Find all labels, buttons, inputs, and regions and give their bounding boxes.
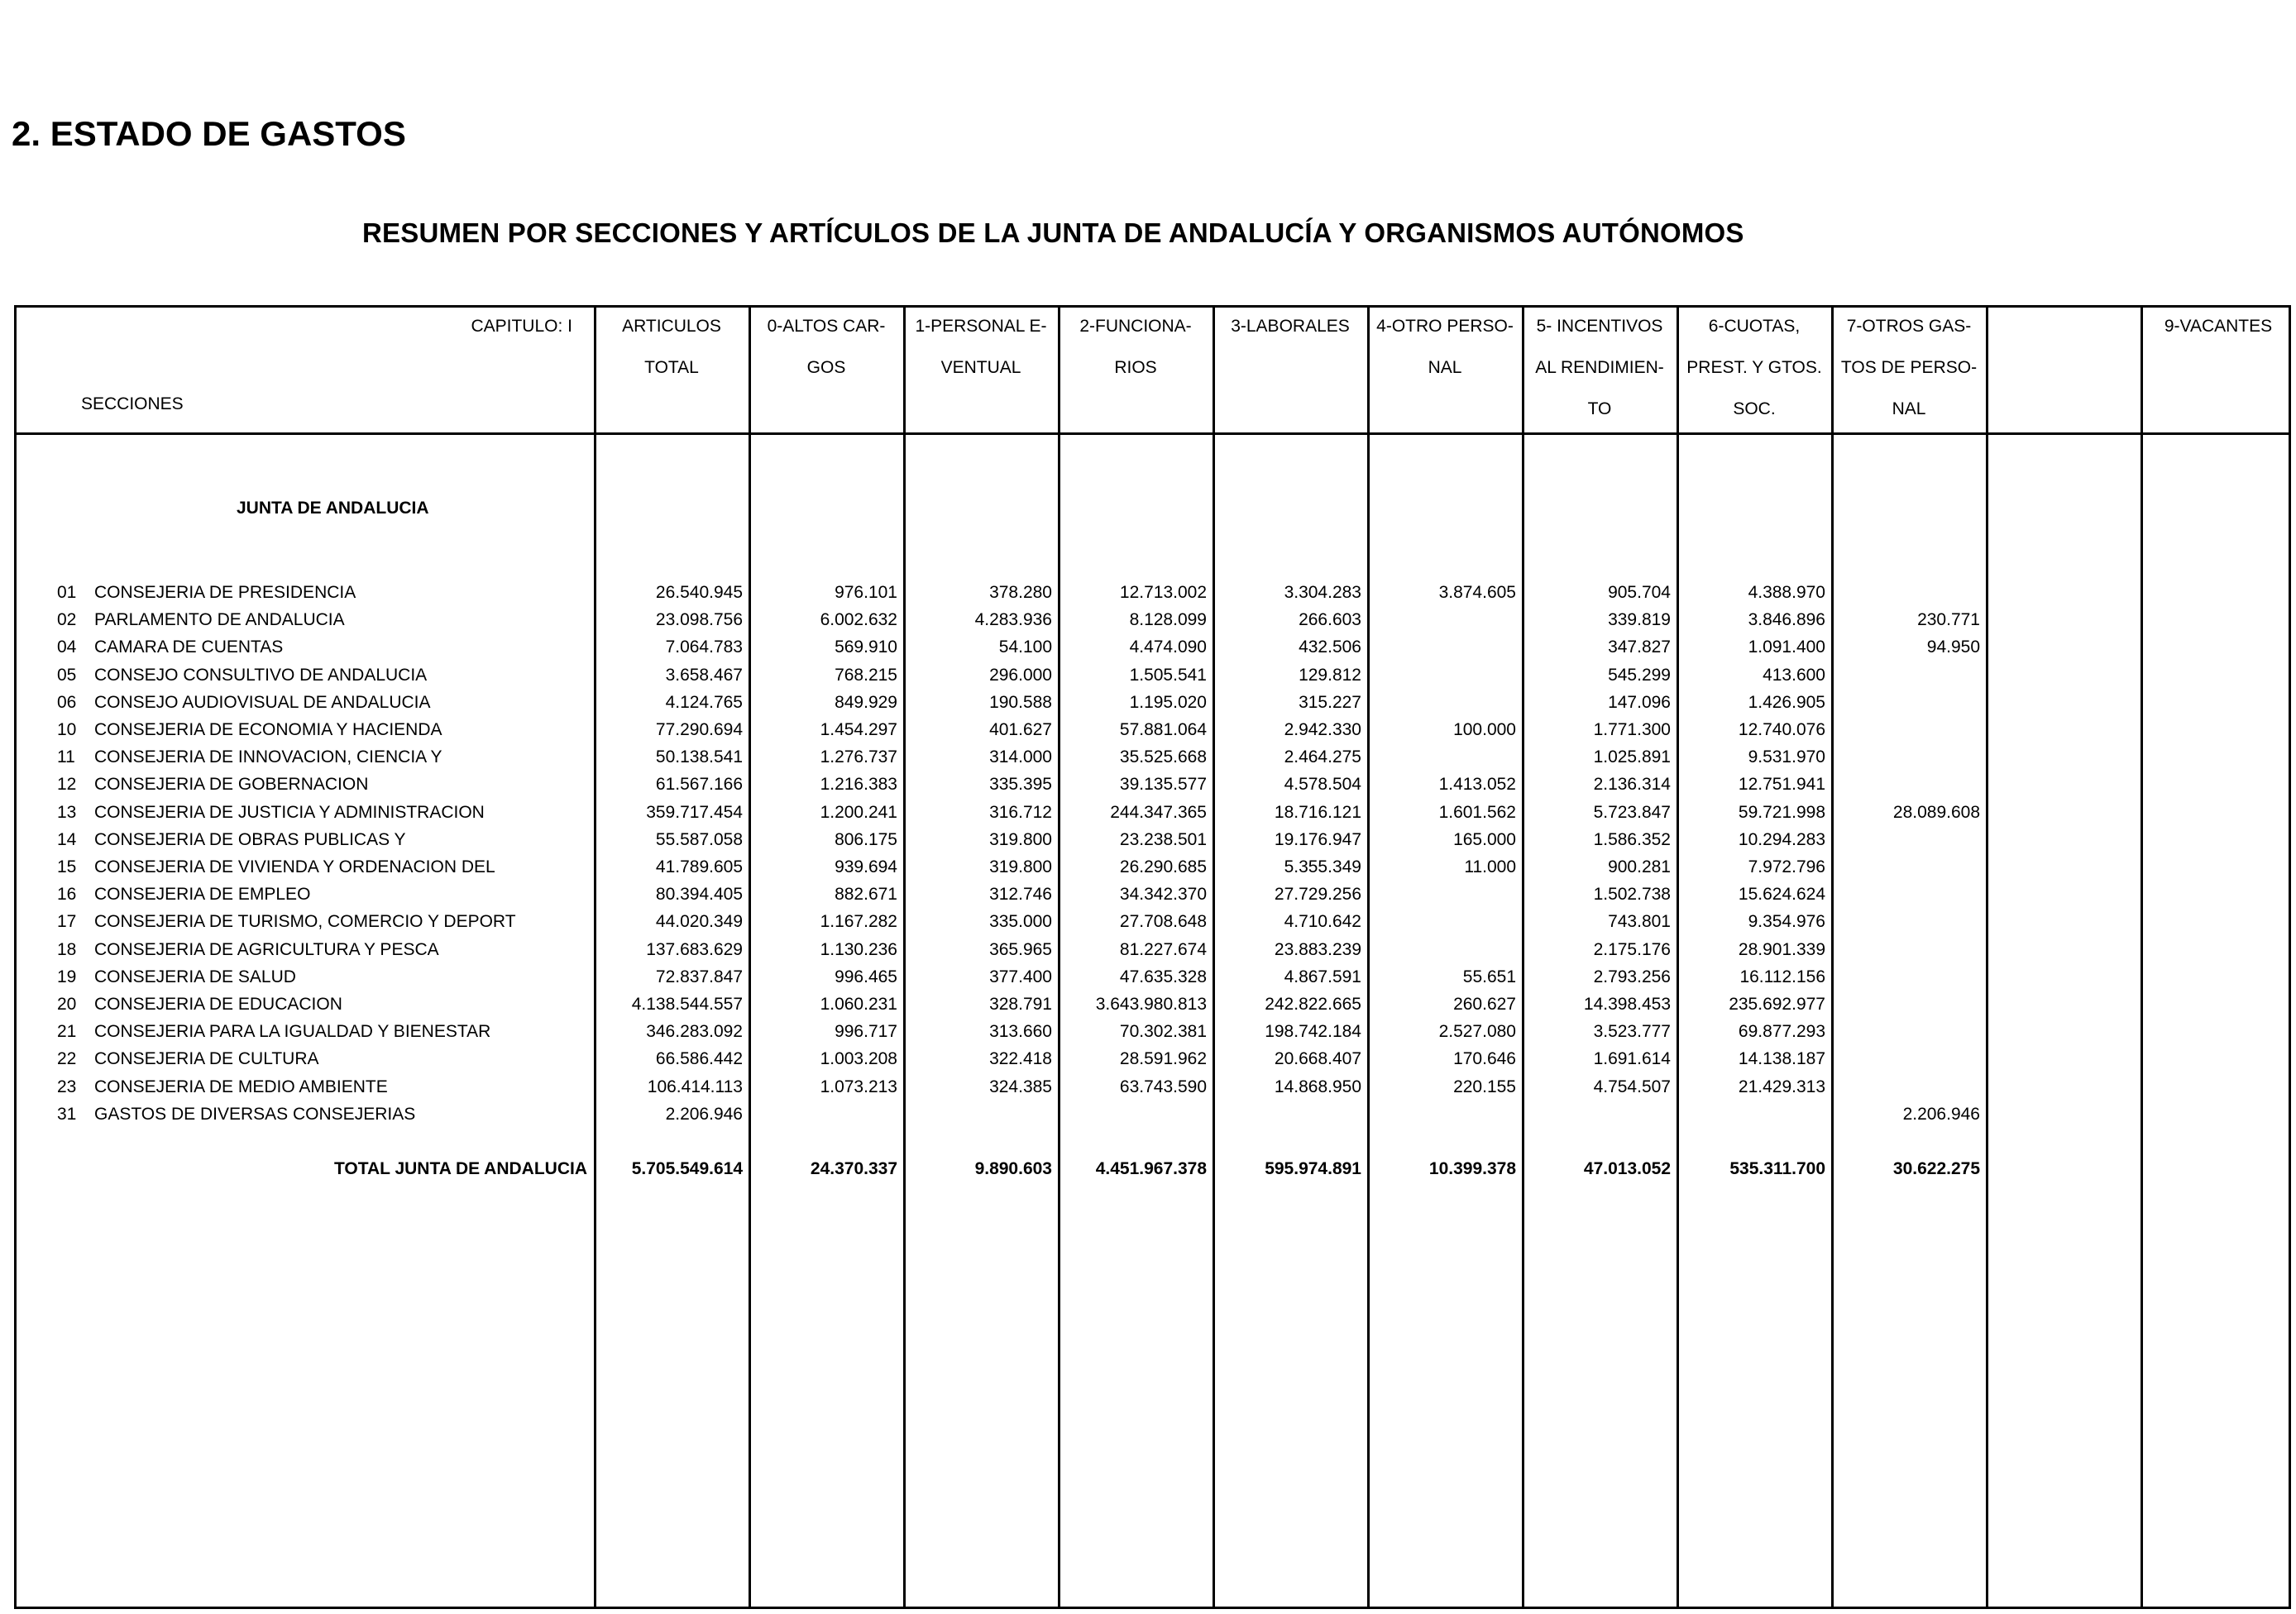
total-value: 4.451.967.378 [1095, 1159, 1207, 1178]
cell-value: 129.812 [1299, 666, 1361, 685]
column-header: ARTICULOS [622, 317, 721, 336]
cell-value: 339.819 [1608, 610, 1671, 629]
cell-value: 8.128.099 [1129, 610, 1207, 629]
section-name: PARLAMENTO DE ANDALUCIA [94, 610, 345, 629]
cell-value: 106.414.113 [647, 1077, 743, 1096]
cell-value: 1.276.737 [820, 747, 897, 766]
section-code: 15 [57, 857, 77, 876]
cell-value: 61.567.166 [655, 775, 743, 794]
secciones-label: SECCIONES [81, 394, 184, 413]
section-name: CONSEJERIA DE TURISMO, COMERCIO Y DEPORT [94, 912, 516, 931]
column-header: 5- INCENTIVOS [1536, 317, 1663, 336]
cell-value: 12.740.076 [1738, 720, 1825, 739]
cell-value: 4.283.936 [974, 610, 1052, 629]
cell-value: 55.651 [1462, 967, 1516, 986]
cell-value: 900.281 [1608, 857, 1671, 876]
cell-value: 312.746 [989, 885, 1052, 904]
report-subtitle: RESUMEN POR SECCIONES Y ARTÍCULOS DE LA JUNTA DE ANDALUCÍA Y ORGANISMOS AUTÓNOMOS [362, 217, 1744, 248]
section-name: CAMARA DE CUENTAS [94, 637, 284, 657]
section-name: CONSEJERIA DE CULTURA [94, 1049, 319, 1068]
cell-value: 3.643.980.813 [1095, 995, 1207, 1014]
cell-value: 72.837.847 [655, 967, 743, 986]
cell-value: 170.646 [1453, 1049, 1516, 1068]
column-header: TO [1587, 399, 1612, 418]
section-code: 14 [57, 830, 77, 849]
section-code: 23 [57, 1077, 77, 1096]
cell-value: 1.771.300 [1593, 720, 1671, 739]
cell-value: 3.304.283 [1284, 583, 1361, 602]
column-divider [1367, 305, 1370, 1609]
cell-value: 69.877.293 [1738, 1022, 1825, 1041]
cell-value: 137.683.629 [646, 940, 743, 959]
cell-value: 4.124.765 [665, 693, 743, 712]
section-name: CONSEJERIA DE PRESIDENCIA [94, 583, 356, 602]
cell-value: 3.874.605 [1438, 583, 1516, 602]
cell-value: 3.658.467 [665, 666, 743, 685]
total-value: 535.311.700 [1729, 1159, 1825, 1178]
section-code: 01 [57, 583, 77, 602]
cell-value: 57.881.064 [1119, 720, 1207, 739]
cell-value: 4.867.591 [1284, 967, 1361, 986]
cell-value: 347.827 [1608, 637, 1671, 657]
cell-value: 1.502.738 [1593, 885, 1671, 904]
column-header: TOTAL [644, 358, 699, 377]
cell-value: 11.000 [1464, 857, 1516, 876]
cell-value: 47.635.328 [1119, 967, 1207, 986]
cell-value: 15.624.624 [1738, 885, 1825, 904]
cell-value: 10.294.283 [1738, 830, 1825, 849]
cell-value: 9.531.970 [1748, 747, 1825, 766]
column-header: GOS [806, 358, 846, 377]
section-name: CONSEJERIA PARA LA IGUALDAD Y BIENESTAR [94, 1022, 491, 1041]
cell-value: 1.060.231 [820, 995, 897, 1014]
cell-value: 1.454.297 [820, 720, 897, 739]
total-value: 24.370.337 [810, 1159, 897, 1178]
cell-value: 882.671 [835, 885, 897, 904]
cell-value: 235.692.977 [1729, 995, 1825, 1014]
cell-value: 100.000 [1453, 720, 1516, 739]
cell-value: 743.801 [1608, 912, 1671, 931]
section-code: 31 [57, 1105, 77, 1124]
column-header: TOS DE PERSO- [1840, 358, 1978, 377]
cell-value: 905.704 [1608, 583, 1671, 602]
cell-value: 335.395 [989, 775, 1052, 794]
cell-value: 198.742.184 [1265, 1022, 1361, 1041]
cell-value: 976.101 [835, 583, 897, 602]
cell-value: 1.130.236 [820, 940, 897, 959]
cell-value: 768.215 [835, 666, 897, 685]
section-name: CONSEJERIA DE VIVIENDA Y ORDENACION DEL [94, 857, 495, 876]
cell-value: 50.138.541 [655, 747, 743, 766]
column-header: 3-LABORALES [1231, 317, 1350, 336]
section-code: 16 [57, 885, 77, 904]
section-name: GASTOS DE DIVERSAS CONSEJERIAS [94, 1105, 416, 1124]
cell-value: 18.716.121 [1274, 803, 1361, 822]
total-value: 10.399.378 [1428, 1159, 1516, 1178]
cell-value: 26.290.685 [1119, 857, 1207, 876]
cell-value: 4.578.504 [1284, 775, 1361, 794]
section-name: CONSEJERIA DE MEDIO AMBIENTE [94, 1077, 388, 1096]
section-code: 06 [57, 693, 77, 712]
column-header: RIOS [1114, 358, 1157, 377]
column-header: 0-ALTOS CAR- [767, 317, 886, 336]
cell-value: 849.929 [835, 693, 897, 712]
cell-value: 12.713.002 [1119, 583, 1207, 602]
column-header: NAL [1892, 399, 1926, 418]
section-name: CONSEJERIA DE ECONOMIA Y HACIENDA [94, 720, 442, 739]
cell-value: 220.155 [1453, 1077, 1516, 1096]
section-code: 22 [57, 1049, 77, 1068]
cell-value: 1.601.562 [1438, 803, 1516, 822]
section-name: CONSEJERIA DE EDUCACION [94, 995, 342, 1014]
cell-value: 2.793.256 [1593, 967, 1671, 986]
cell-value: 377.400 [989, 967, 1052, 986]
section-code: 11 [57, 747, 75, 766]
cell-value: 316.712 [989, 803, 1052, 822]
cell-value: 59.721.998 [1738, 803, 1825, 822]
column-divider [594, 305, 596, 1609]
cell-value: 12.751.941 [1738, 775, 1825, 794]
total-label: TOTAL JUNTA DE ANDALUCIA [333, 1159, 587, 1178]
cell-value: 9.354.976 [1748, 912, 1825, 931]
section-name: CONSEJO AUDIOVISUAL DE ANDALUCIA [94, 693, 431, 712]
total-value: 47.013.052 [1583, 1159, 1671, 1178]
column-divider [2141, 305, 2143, 1609]
cell-value: 365.965 [989, 940, 1052, 959]
cell-value: 2.527.080 [1438, 1022, 1516, 1041]
cell-value: 319.800 [989, 857, 1052, 876]
cell-value: 1.195.020 [1129, 693, 1207, 712]
cell-value: 378.280 [989, 583, 1052, 602]
group-title: JUNTA DE ANDALUCIA [237, 499, 429, 518]
cell-value: 359.717.454 [646, 803, 743, 822]
section-code: 02 [57, 610, 77, 629]
cell-value: 545.299 [1608, 666, 1671, 685]
cell-value: 996.465 [835, 967, 897, 986]
cell-value: 4.754.507 [1593, 1077, 1671, 1096]
total-value: 9.890.603 [974, 1159, 1052, 1178]
cell-value: 190.588 [989, 693, 1052, 712]
cell-value: 14.398.453 [1583, 995, 1671, 1014]
cell-value: 2.136.314 [1593, 775, 1671, 794]
column-header: 4-OTRO PERSO- [1376, 317, 1514, 336]
column-header: SOC. [1733, 399, 1776, 418]
cell-value: 328.791 [989, 995, 1052, 1014]
cell-value: 996.717 [835, 1022, 897, 1041]
cell-value: 2.464.275 [1284, 747, 1361, 766]
cell-value: 939.694 [835, 857, 897, 876]
cell-value: 5.723.847 [1593, 803, 1671, 822]
cell-value: 296.000 [989, 666, 1052, 685]
section-code: 21 [57, 1022, 77, 1041]
total-value: 30.622.275 [1892, 1159, 1980, 1178]
cell-value: 16.112.156 [1739, 967, 1825, 986]
cell-value: 1.216.383 [820, 775, 897, 794]
cell-value: 27.729.256 [1274, 885, 1361, 904]
section-code: 17 [57, 912, 77, 931]
column-divider [1677, 305, 1679, 1609]
cell-value: 34.342.370 [1119, 885, 1207, 904]
cell-value: 2.175.176 [1593, 940, 1671, 959]
column-header: NAL [1428, 358, 1462, 377]
cell-value: 401.627 [989, 720, 1052, 739]
cell-value: 63.743.590 [1119, 1077, 1207, 1096]
cell-value: 19.176.947 [1274, 830, 1361, 849]
cell-value: 1.091.400 [1748, 637, 1825, 657]
column-header: AL RENDIMIEN- [1535, 358, 1664, 377]
column-header: 6-CUOTAS, [1708, 317, 1801, 336]
section-name: CONSEJERIA DE AGRICULTURA Y PESCA [94, 940, 439, 959]
section-name: CONSEJERIA DE OBRAS PUBLICAS Y [94, 830, 406, 849]
cell-value: 1.073.213 [820, 1077, 897, 1096]
cell-value: 3.846.896 [1748, 610, 1825, 629]
cell-value: 4.474.090 [1129, 637, 1207, 657]
cell-value: 7.972.796 [1748, 857, 1825, 876]
cell-value: 20.668.407 [1274, 1049, 1361, 1068]
total-value: 5.705.549.614 [631, 1159, 743, 1178]
cell-value: 23.238.501 [1119, 830, 1207, 849]
cell-value: 335.000 [989, 912, 1052, 931]
cell-value: 266.603 [1299, 610, 1361, 629]
cell-value: 432.506 [1299, 637, 1361, 657]
cell-value: 5.355.349 [1284, 857, 1361, 876]
section-name: CONSEJO CONSULTIVO DE ANDALUCIA [94, 666, 428, 685]
section-name: CONSEJERIA DE GOBERNACION [94, 775, 369, 794]
section-code: 19 [57, 967, 77, 986]
cell-value: 6.002.632 [820, 610, 897, 629]
column-divider [1522, 305, 1524, 1609]
cell-value: 4.710.642 [1284, 912, 1361, 931]
cell-value: 41.789.605 [655, 857, 743, 876]
section-code: 10 [57, 720, 77, 739]
cell-value: 14.138.187 [1738, 1049, 1825, 1068]
cell-value: 806.175 [835, 830, 897, 849]
page-heading: 2. ESTADO DE GASTOS [12, 114, 406, 153]
cell-value: 2.942.330 [1284, 720, 1361, 739]
section-name: CONSEJERIA DE SALUD [94, 967, 296, 986]
cell-value: 28.089.608 [1892, 803, 1980, 822]
cell-value: 230.771 [1917, 610, 1980, 629]
cell-value: 2.206.946 [665, 1105, 743, 1124]
cell-value: 3.523.777 [1593, 1022, 1671, 1041]
column-header: VENTUAL [940, 358, 1021, 377]
cell-value: 35.525.668 [1119, 747, 1207, 766]
cell-value: 23.883.239 [1274, 940, 1361, 959]
section-name: CONSEJERIA DE INNOVACION, CIENCIA Y [94, 747, 442, 766]
cell-value: 315.227 [1299, 693, 1361, 712]
column-header: PREST. Y GTOS. [1686, 358, 1822, 377]
cell-value: 28.591.962 [1119, 1049, 1207, 1068]
capitulo-label: CAPITULO: I [471, 317, 572, 336]
cell-value: 55.587.058 [655, 830, 743, 849]
cell-value: 242.822.665 [1265, 995, 1361, 1014]
cell-value: 21.429.313 [1738, 1077, 1825, 1096]
cell-value: 244.347.365 [1110, 803, 1207, 822]
cell-value: 4.388.970 [1748, 583, 1825, 602]
cell-value: 313.660 [989, 1022, 1052, 1041]
section-code: 18 [57, 940, 77, 959]
cell-value: 2.206.946 [1902, 1105, 1980, 1124]
total-value: 595.974.891 [1265, 1159, 1361, 1178]
section-code: 13 [57, 803, 77, 822]
cell-value: 1.167.282 [820, 912, 897, 931]
section-code: 04 [57, 637, 77, 657]
cell-value: 324.385 [989, 1077, 1052, 1096]
cell-value: 1.413.052 [1438, 775, 1516, 794]
column-divider [749, 305, 751, 1609]
cell-value: 44.020.349 [655, 912, 743, 931]
cell-value: 77.290.694 [655, 720, 743, 739]
cell-value: 413.600 [1763, 666, 1825, 685]
cell-value: 70.302.381 [1119, 1022, 1207, 1041]
cell-value: 23.098.756 [655, 610, 743, 629]
column-divider [1213, 305, 1215, 1609]
cell-value: 314.000 [989, 747, 1052, 766]
column-header: 2-FUNCIONA- [1079, 317, 1192, 336]
cell-value: 4.138.544.557 [631, 995, 743, 1014]
cell-value: 1.586.352 [1593, 830, 1671, 849]
cell-value: 260.627 [1453, 995, 1516, 1014]
cell-value: 39.135.577 [1119, 775, 1207, 794]
cell-value: 14.868.950 [1274, 1077, 1361, 1096]
section-name: CONSEJERIA DE JUSTICIA Y ADMINISTRACION [94, 803, 485, 822]
cell-value: 346.283.092 [646, 1022, 743, 1041]
cell-value: 1.025.891 [1593, 747, 1671, 766]
cell-value: 1.505.541 [1129, 666, 1207, 685]
column-divider [903, 305, 906, 1609]
cell-value: 81.227.674 [1119, 940, 1207, 959]
header-divider [14, 432, 2291, 435]
cell-value: 54.100 [998, 637, 1052, 657]
cell-value: 1.003.208 [820, 1049, 897, 1068]
column-header: 1-PERSONAL E- [915, 317, 1047, 336]
cell-value: 1.200.241 [820, 803, 897, 822]
cell-value: 147.096 [1608, 693, 1671, 712]
cell-value: 94.950 [1926, 637, 1980, 657]
cell-value: 1.426.905 [1748, 693, 1825, 712]
column-divider [1831, 305, 1834, 1609]
cell-value: 66.586.442 [655, 1049, 743, 1068]
column-divider [1986, 305, 1988, 1609]
cell-value: 1.691.614 [1593, 1049, 1671, 1068]
column-header: 9-VACANTES [2164, 317, 2273, 336]
cell-value: 80.394.405 [655, 885, 743, 904]
cell-value: 319.800 [989, 830, 1052, 849]
section-code: 05 [57, 666, 77, 685]
column-header: 7-OTROS GAS- [1846, 317, 1972, 336]
cell-value: 165.000 [1453, 830, 1516, 849]
section-code: 20 [57, 995, 77, 1014]
cell-value: 322.418 [989, 1049, 1052, 1068]
section-name: CONSEJERIA DE EMPLEO [94, 885, 311, 904]
section-code: 12 [57, 775, 77, 794]
cell-value: 26.540.945 [655, 583, 743, 602]
cell-value: 569.910 [835, 637, 897, 657]
column-divider [1058, 305, 1060, 1609]
cell-value: 7.064.783 [665, 637, 743, 657]
cell-value: 27.708.648 [1119, 912, 1207, 931]
cell-value: 28.901.339 [1738, 940, 1825, 959]
